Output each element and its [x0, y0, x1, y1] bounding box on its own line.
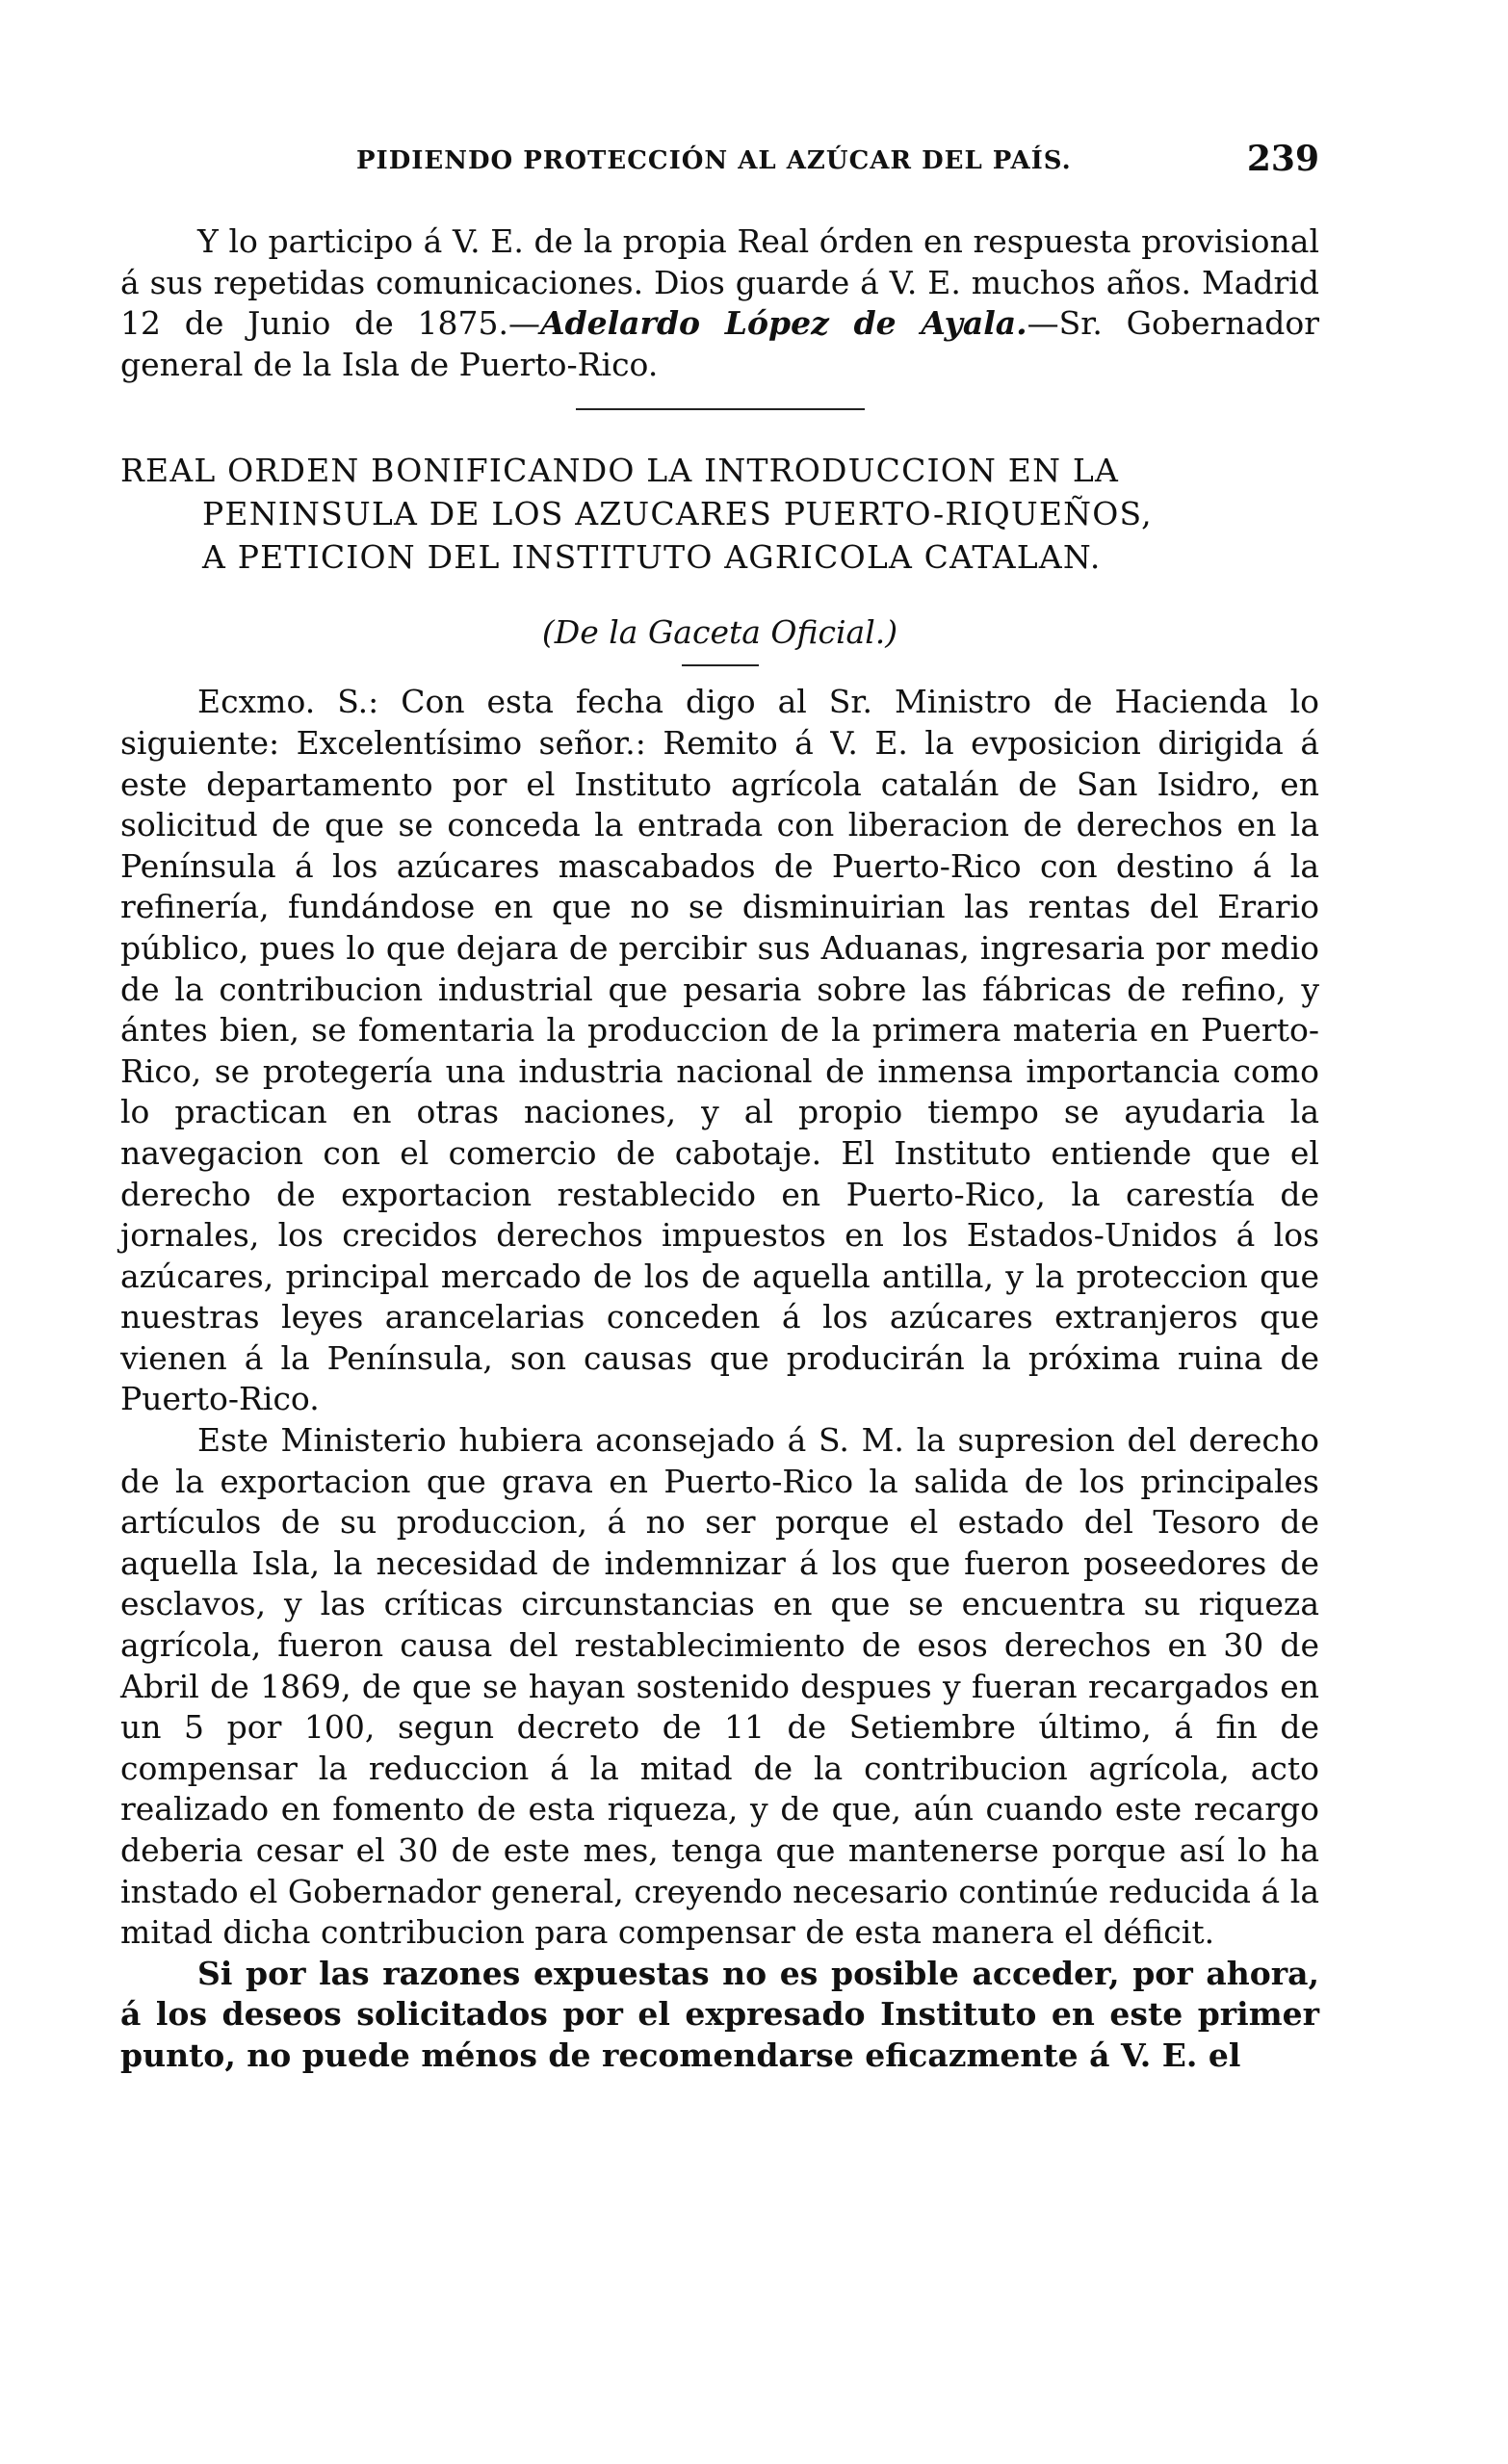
heading-line-2: PENINSULA DE LOS AZUCARES PUERTO-RIQUEÑOS, — [202, 495, 1153, 533]
section-divider — [576, 408, 865, 410]
intro-paragraph — [120, 221, 1319, 385]
intro-text: Y lo participo á V. E. de la propia Real órden en respuesta provisional á sus repetidas comunicaciones. Dios guarde á V. E. muchos años. Madrid 12 de Junio de 1875.— — [120, 222, 1319, 343]
body-paragraph-2: Este Ministerio hubiera aconsejado á S. M. la supresion del derecho de la exportacion que grava en Puerto-Rico la salida de los principales artículos de su produccion, á no ser porque el estado del Tesoro de aquella Isla, la necesidad de indemnizar á los que fueron poseedores de esclavos, y las críticas circunstancias en que se encuentra su riqueza agrícola, fueron causa del restablecimiento de esos derechos en 30 de Abril de 1869, de que se hayan sostenido despues y fueran recargados en un 5 por 100, segun decreto de 11 de Setiembre último, á fin de compensar la reduccion á la mitad de la contribucion agrícola, acto realizado en fomento de esta riqueza, y de que, aún cuando este recargo deberia cesar el 30 de este mes, tenga que mantenerse porque así lo ha instado el Gobernador general, creyendo necesario continúe reducida á la mitad dicha contribucion para compensar de esta manera el déficit. — [120, 1421, 1319, 1952]
heading-line-3: A PETICION DEL INSTITUTO AGRICOLA CATALAN. — [202, 538, 1102, 577]
source-note: (De la Gaceta Oficial.) — [541, 613, 898, 652]
heading-line-1: REAL ORDEN BONIFICANDO LA INTRODUCCION EN LA — [120, 452, 1119, 490]
short-divider — [682, 664, 759, 666]
running-title: PIDIENDO PROTECCIÓN AL AZÚCAR DEL PAÍS. — [356, 146, 1072, 175]
book-page — [120, 135, 1319, 2077]
section-heading — [120, 449, 1319, 579]
body-paragraph-1: Ecxmo. S.: Con esta fecha digo al Sr. Ministro de Hacienda lo siguiente: Excelentísimo señor.: Remito á V. E. la evposicion dirigida á este departamento por el Instituto agrícola catalán de San Isidro, en solicitud de que se conceda la entrada con liberacion de derechos en la Península á los azúcares mascabados de Puerto-Rico con destino á la refinería, fundándose en que no se disminuirian las rentas del Erario público, pues lo que dejara de percibir sus Aduanas, ingresaria por medio de la contribucion industrial que pesaria sobre las fábricas de refino, y ántes bien, se fomentaria la produccion de la primera materia en Puerto-Rico, se protegería una industria nacional de inmensa importancia como lo practican en otras naciones, y al propio tiempo se ayudaria la navegacion con el comercio de cabotaje. El Instituto entiende que el derecho de exportacion restablecido en Puerto-Rico, la carestía de jornales, los crecidos derechos impuestos en los Estados-Unidos á los azúcares, principal mercado de los de aquella antilla, y la proteccion que nuestras leyes arancelarias conceden á los azúcares extranjeros que vienen á la Península, son causas que producirán la próxima ruina de Puerto-Rico. — [120, 683, 1319, 1418]
page-number: 239 — [1246, 139, 1319, 179]
intro-closing: —Sr. Gobernador general de la Isla de Puerto-Rico. — [120, 304, 1319, 383]
body-paragraph-3: Si por las razones expuestas no es posible acceder, por ahora, á los deseos solicitados por el expresado Instituto en este primer punto, no puede ménos de recomendarse eficazmente á V. E. el — [120, 1954, 1319, 2074]
running-head — [120, 135, 1319, 193]
signature: Adelardo López de Ayala. — [539, 304, 1027, 343]
